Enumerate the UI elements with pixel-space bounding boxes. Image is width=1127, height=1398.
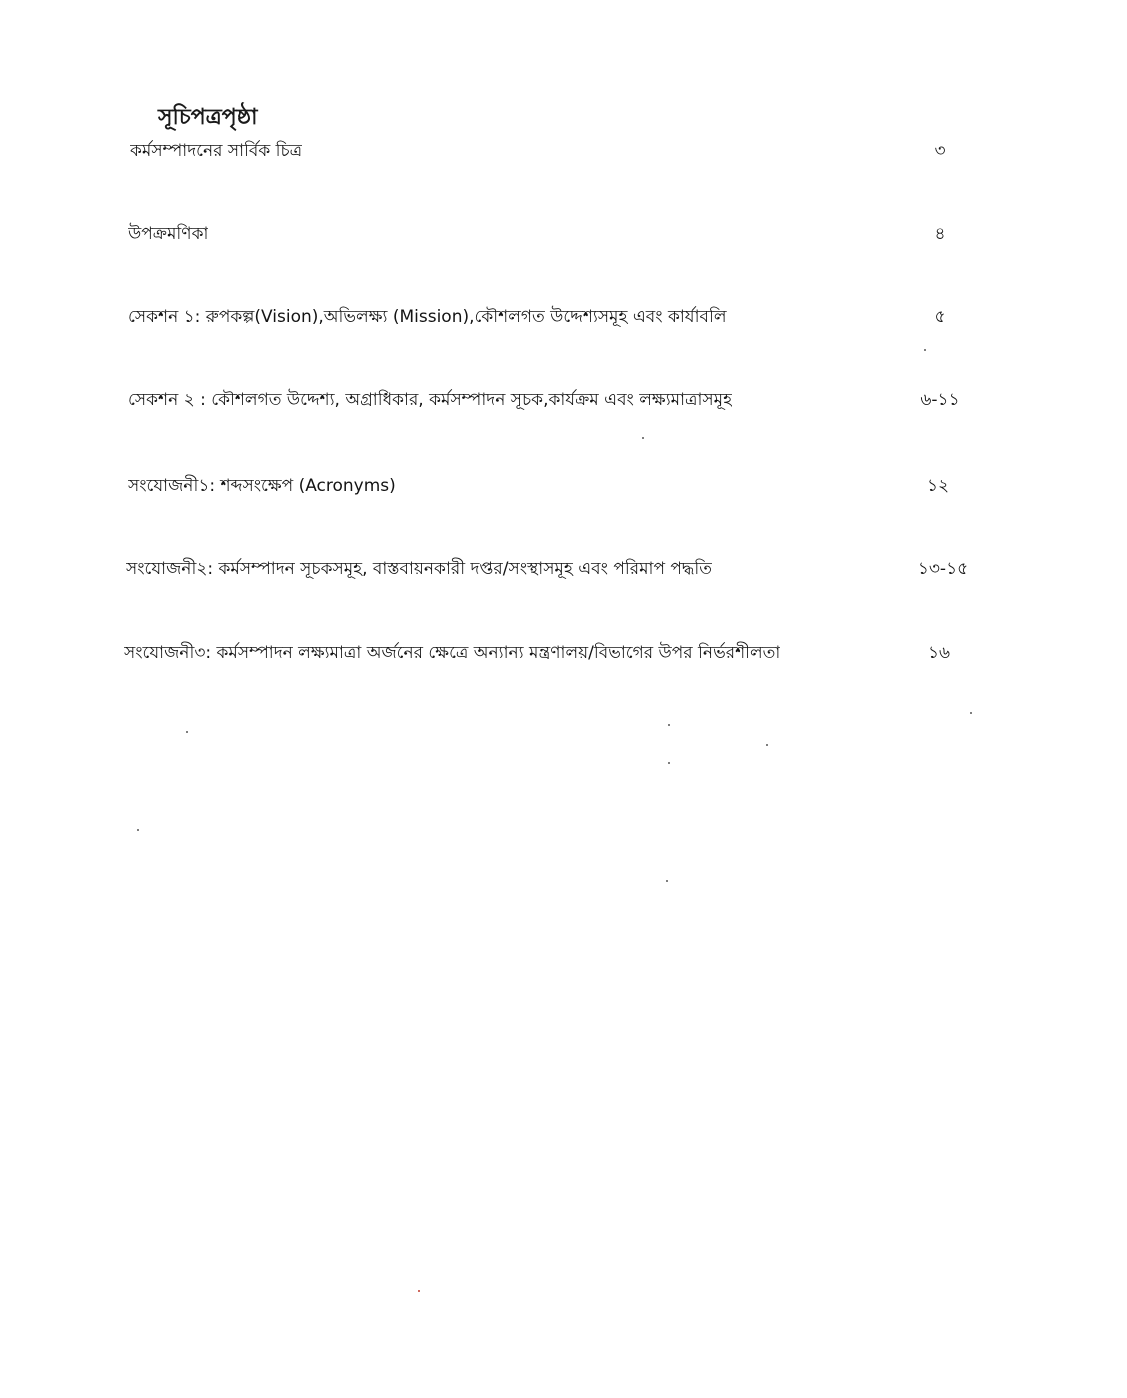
toc-entry-label: সেকশন ২ : কৌশলগত উদ্দেশ্য, অগ্রাধিকার, কর্মসম্পাদন সূচক,কার্যক্রম এবং লক্ষ্যমাত্রাসমূহ [128,390,733,410]
scan-speck [766,744,768,746]
toc-entry-page: ১৬ [927,643,951,663]
toc-entry-label: উপক্রমণিকা [128,224,209,244]
toc-entry-page: ৩ [934,141,946,161]
scan-speck [642,437,644,439]
toc-entry-page: ১২ [926,476,950,496]
toc-entry [128,385,988,415]
toc-entry-label: সংযোজনী৩: কর্মসম্পাদন লক্ষ্যমাত্রা অর্জনের ক্ষেত্রে অন্যান্য মন্ত্রণালয়/বিভাগের উপর নির্ভরশীলতা [124,643,781,663]
toc-entry [128,302,988,332]
scan-speck [186,731,188,733]
toc-entry [126,554,986,584]
scan-speck [137,829,139,831]
scan-speck [666,880,668,882]
toc-entry [130,136,990,166]
scan-speck [970,712,972,714]
scan-speck [924,349,926,351]
toc-entry-page: ১৩-১৫ [917,559,969,579]
toc-entry-page: ৪ [934,224,946,244]
scan-speck [418,1290,420,1292]
toc-entry-page: ৬-১১ [920,390,960,410]
toc-title: সূচিপত্রপৃষ্ঠা [158,105,258,130]
toc-entry [128,471,988,501]
toc-entry-label: কর্মসম্পাদনের সার্বিক চিত্র [130,141,303,161]
toc-entry-label: সেকশন ১: রুপকল্প(Vision),অভিলক্ষ্য (Mission),কৌশলগত উদ্দেশ্যসমূহ এবং কার্যাবলি [128,307,727,327]
toc-entry-label: সংযোজনী২: কর্মসম্পাদন সূচকসমূহ, বাস্তবায়নকারী দপ্তর/সংস্থাসমূহ এবং পরিমাপ পদ্ধতি [126,559,713,579]
toc-entry [128,219,988,249]
toc-entry-page: ৫ [934,307,946,327]
toc-entry [124,638,984,668]
toc-entry-label: সংযোজনী১: শব্দসংক্ষেপ (Acronyms) [128,476,396,496]
scan-speck [668,762,670,764]
scan-speck [668,724,670,726]
